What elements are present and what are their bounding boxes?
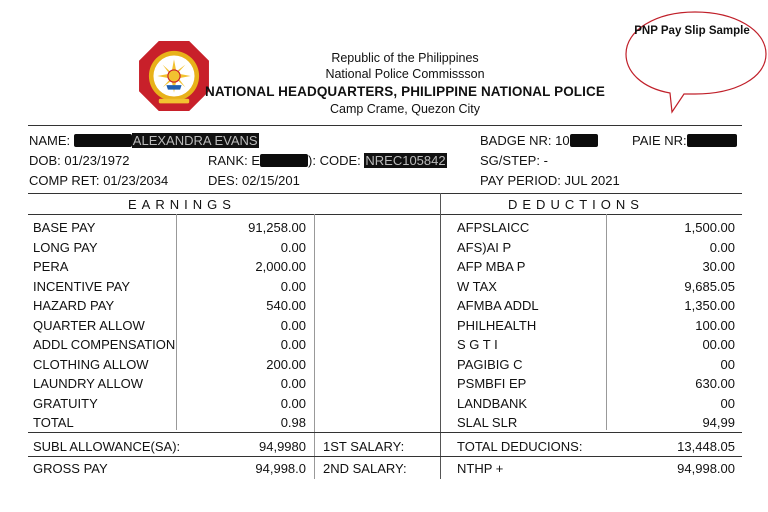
earnings-value: 200.00 (266, 356, 306, 372)
rank-value: E (251, 153, 261, 168)
earnings-title: EARNINGS (128, 197, 236, 212)
deduction-value: 00.00 (702, 337, 735, 352)
callout-text: PNP Pay Slip Sample (634, 25, 750, 37)
deduction-value: 00 (720, 395, 735, 411)
section-header-divider (28, 214, 742, 215)
earnings-value: 0.00 (280, 239, 306, 255)
total-deductions-label: TOTAL DEDUCIONS: (457, 439, 583, 454)
badge-label: BADGE NR: 10 (480, 133, 598, 148)
deduction-value: 94,99 (702, 415, 735, 430)
deduction-value: 30.00 (702, 259, 735, 274)
deduction-value: 100.00 (695, 317, 735, 333)
header-line-2: National Police Commissson (325, 67, 485, 81)
deduction-label: PAGIBIG C (457, 356, 523, 372)
redaction-bar (687, 134, 737, 147)
rank-field: RANK: E ): CODE: NREC105842 (208, 153, 446, 168)
deduction-value: 00 (720, 356, 735, 372)
deduction-value: 1,500.00 (684, 220, 735, 235)
des-field: DES: 02/15/201 (208, 173, 300, 188)
nthp-value: 94,998.00 (677, 461, 735, 476)
section-top-divider (28, 193, 742, 194)
deductions-title: DEDUCTIONS (508, 197, 644, 212)
center-divider (440, 193, 441, 479)
earnings-label: HAZARD PAY (33, 298, 115, 313)
deduction-value: 0.00 (709, 239, 735, 255)
subl-allowance-value: 94,9980 (259, 439, 306, 454)
deduction-label: PSMBFI EP (457, 376, 527, 391)
earnings-label: BASE PAY (33, 220, 96, 235)
gross-pay-value: 94,998.0 (255, 461, 306, 476)
redaction-bar (570, 134, 598, 147)
earnings-value: 2,000.00 (255, 259, 306, 274)
gross-pay-label: GROSS PAY (33, 461, 108, 476)
deduction-label: AFP MBA P (457, 259, 526, 274)
deduction-value: 630.00 (695, 376, 735, 391)
earnings-label: CLOTHING ALLOW (33, 356, 149, 372)
nthp-label: NTHP + (457, 461, 504, 476)
earnings-col-divider-1 (176, 214, 177, 430)
earnings-label: LAUNDRY ALLOW (33, 376, 144, 391)
deduction-value: 1,350.00 (684, 298, 735, 313)
header-line-1: Republic of the Philippines (331, 51, 479, 65)
paie-label: PAIE NR: (632, 133, 737, 148)
code-value: NREC105842 (365, 153, 446, 168)
earnings-value: 0.00 (280, 395, 306, 411)
first-salary-label: 1ST SALARY: (323, 439, 405, 454)
second-salary-label: 2ND SALARY: (323, 461, 407, 476)
payperiod-value: JUL 2021 (564, 173, 620, 188)
deduction-label: LANDBANK (457, 395, 528, 411)
totals-divider (28, 432, 742, 433)
earnings-value: 0.00 (280, 278, 306, 294)
deduction-value: 9,685.05 (684, 278, 735, 294)
code-label: ): CODE: (308, 153, 361, 168)
earnings-label: QUARTER ALLOW (33, 317, 145, 333)
earnings-value: 0.00 (280, 317, 306, 333)
subl-allowance-label: SUBL ALLOWANCE(SA): (33, 439, 181, 454)
dob-field: DOB: 01/23/1972 (29, 153, 130, 168)
earnings-value: 0.00 (280, 337, 306, 352)
sgstep-value: - (543, 153, 548, 168)
earnings-label: INCENTIVE PAY (33, 278, 131, 294)
name-label: NAME: ALEXANDRA EVANS (29, 133, 258, 148)
earnings-col-divider-2 (314, 214, 315, 479)
des-value: 02/15/201 (241, 173, 300, 188)
earnings-value: 0.00 (280, 376, 306, 391)
earnings-label: ADDL COMPENSATION (33, 337, 176, 352)
speech-bubble-icon (620, 6, 768, 116)
deduction-label: SLAL SLR (457, 415, 518, 430)
sgstep-field: SG/STEP: - (480, 153, 548, 168)
compret-value: 01/23/2034 (103, 173, 169, 188)
earnings-label: TOTAL (33, 415, 74, 430)
earnings-value: 540.00 (266, 298, 306, 313)
compret-field: COMP RET: 01/23/2034 (29, 173, 169, 188)
gross-divider (28, 456, 742, 457)
top-divider (28, 125, 742, 126)
deduction-label: AFMBA ADDL (457, 298, 539, 313)
header-line-4: Camp Crame, Quezon City (329, 102, 481, 116)
earnings-label: PERA (33, 259, 69, 274)
badge-value: 10 (555, 133, 570, 148)
total-deductions-value: 13,448.05 (677, 439, 735, 454)
name-value: ALEXANDRA EVANS (132, 133, 258, 148)
header-title: NATIONAL HEADQUARTERS, PHILIPPINE NATIONAL POLICE (205, 84, 605, 99)
redaction-bar (74, 134, 132, 147)
payperiod-field: PAY PERIOD: JUL 2021 (480, 173, 620, 188)
earnings-value: 91,258.00 (248, 220, 306, 235)
deduction-label: W TAX (457, 278, 497, 294)
deduction-label: AFPSLAICC (457, 220, 530, 235)
deductions-col-divider (606, 214, 607, 430)
earnings-value: 0.98 (280, 415, 306, 430)
deduction-label: AFS)AI P (457, 239, 512, 255)
earnings-label: LONG PAY (33, 239, 98, 255)
deduction-label: S G T I (457, 337, 498, 352)
redaction-bar (260, 154, 308, 167)
earnings-label: GRATUITY (33, 395, 98, 411)
deduction-label: PHILHEALTH (457, 317, 537, 333)
dob-value: 01/23/1972 (64, 153, 130, 168)
